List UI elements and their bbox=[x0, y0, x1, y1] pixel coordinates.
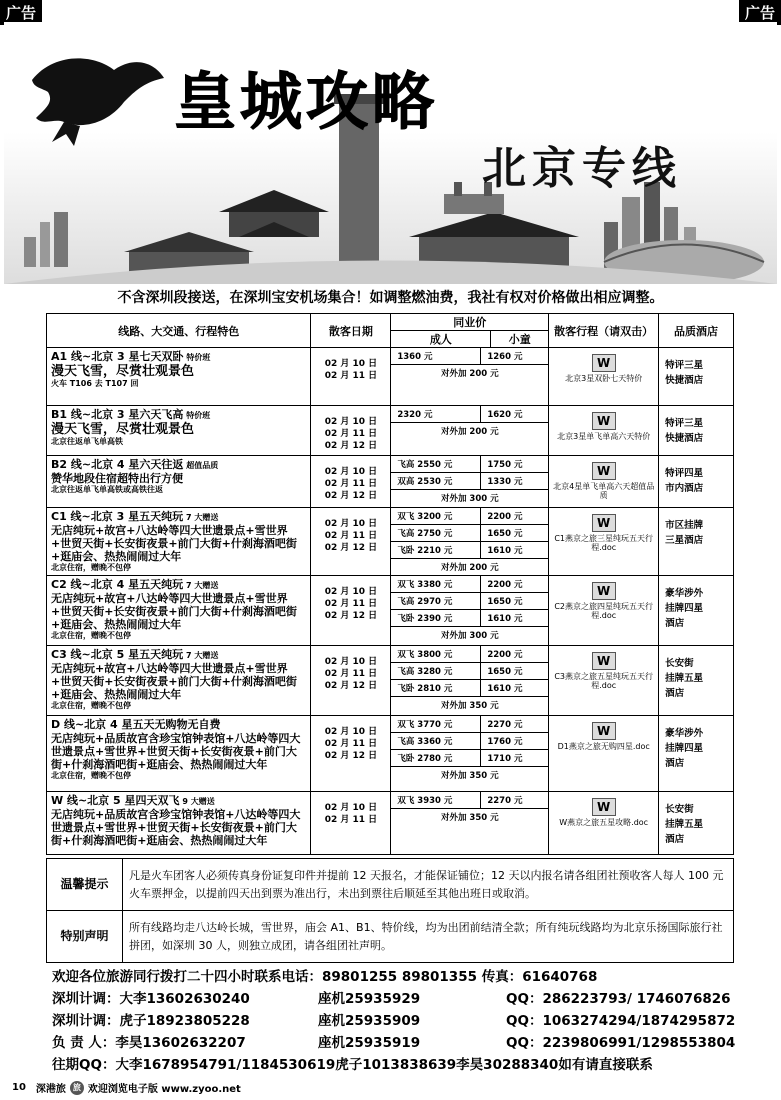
hotel-line: 酒店 bbox=[665, 618, 685, 630]
route-note: 北京往返单飞单高铁或高铁往返 bbox=[51, 484, 163, 494]
dates-cell bbox=[311, 348, 391, 406]
hotel-line: 豪华涉外 bbox=[665, 728, 704, 739]
retail-markup: 对外加 200 元 bbox=[440, 427, 499, 437]
price-row bbox=[391, 348, 548, 365]
adult-price: 双飞 3930 元 bbox=[391, 792, 481, 808]
date-item: 02 月 10 日 bbox=[324, 657, 378, 667]
date-item: 02 月 12 日 bbox=[324, 751, 378, 762]
header-route: 线路、大交通、行程特色 bbox=[47, 314, 311, 348]
contact-name: 深圳计调：虎子18923805228 bbox=[52, 1013, 250, 1029]
itinerary-filename[interactable]: 北京3星单飞单高六天特价 bbox=[557, 432, 651, 441]
route-note: 北京住宿，赠晚不包停 bbox=[51, 771, 131, 781]
adult-price: 飞高 3360 元 bbox=[391, 733, 481, 749]
word-doc-icon[interactable]: W bbox=[592, 514, 616, 532]
contact-qq-line: 往期QQ：大李1678954791/1184530619虎子1013838639李昊30288340如有请直接联系 bbox=[52, 1057, 653, 1073]
adult-price: 双飞 3770 元 bbox=[391, 716, 481, 732]
route-note: 北京往返单飞单高铁 bbox=[51, 437, 123, 447]
note-text: 凡是火车团客人必须传真身份证复印件并提前 12 天报名，才能保证铺位；12 天以内报名请各组团社预收客人每人 100 元火车票押金，以提前四天出到票为准出行，未出到票往后顺延至其他出班日或取消。 bbox=[123, 859, 734, 911]
route-name: C2 线~北京 4 星五天纯玩 bbox=[51, 578, 184, 591]
route-tag: 7 大赠送 bbox=[185, 513, 219, 522]
hotel-cell bbox=[659, 792, 734, 855]
route-body: 赞华地段住宿超特出行方便 bbox=[51, 471, 183, 485]
date-item: 02 月 10 日 bbox=[324, 417, 378, 427]
itinerary-file[interactable] bbox=[549, 348, 659, 406]
itinerary-filename[interactable]: D1燕京之旅无购四星.doc bbox=[557, 742, 650, 751]
child-price: 1650 元 bbox=[487, 667, 523, 677]
date-item: 02 月 11 日 bbox=[324, 371, 378, 382]
child-price: 1650 元 bbox=[487, 597, 523, 607]
word-doc-icon[interactable]: W bbox=[592, 412, 616, 430]
route-name: B2 线~北京 4 星六天往返 bbox=[51, 458, 184, 471]
route-cell bbox=[47, 792, 311, 855]
hotel-cell bbox=[659, 576, 734, 646]
contact-row bbox=[52, 988, 772, 1010]
price-cell bbox=[391, 406, 549, 456]
adult-price: 飞卧 2810 元 bbox=[391, 680, 481, 696]
retail-markup: 对外加 350 元 bbox=[440, 771, 499, 781]
hotel-line: 酒店 bbox=[665, 688, 685, 700]
child-price: 2270 元 bbox=[487, 796, 523, 806]
itinerary-file[interactable] bbox=[549, 406, 659, 456]
footer-brand: 深港旅 bbox=[35, 1084, 66, 1095]
route-body: 无店纯玩+故宫+八达岭等四大世遗景点+雪世界+世贸天街+长安街夜景+前门大街+什刹海酒吧街+逛庙会、热热闹闹过大年 bbox=[51, 661, 297, 702]
date-item: 02 月 11 日 bbox=[324, 599, 378, 610]
date-item: 02 月 10 日 bbox=[324, 467, 378, 477]
child-price: 1620 元 bbox=[487, 410, 523, 420]
word-doc-icon[interactable]: W bbox=[592, 354, 616, 372]
date-item: 02 月 11 日 bbox=[324, 669, 378, 680]
price-cell bbox=[391, 576, 549, 646]
table-row bbox=[47, 716, 734, 792]
route-body: 无店纯玩+故宫+八达岭等四大世遗景点+雪世界+世贸天街+长安街夜景+前门大街+什刹海酒吧街+逛庙会、热热闹闹过大年 bbox=[51, 591, 297, 632]
itinerary-filename[interactable]: 北京3星双卧七天特价 bbox=[565, 374, 643, 383]
route-tag: 特价班 bbox=[186, 353, 211, 362]
route-tag: 7 大赠送 bbox=[185, 581, 219, 590]
route-name: C1 线~北京 3 星五天纯玩 bbox=[51, 510, 184, 523]
itinerary-filename[interactable]: 北京4星单飞单高六天超值品质 bbox=[553, 482, 655, 501]
date-item: 02 月 10 日 bbox=[324, 519, 378, 529]
route-tag: 7 大赠送 bbox=[185, 651, 219, 660]
child-price: 2270 元 bbox=[487, 720, 523, 730]
date-item: 02 月 10 日 bbox=[324, 587, 378, 597]
itinerary-file[interactable] bbox=[549, 456, 659, 508]
retail-markup: 对外加 300 元 bbox=[440, 494, 499, 504]
ad-tag-left: 广告 bbox=[0, 0, 42, 25]
hotel-line: 挂牌五星 bbox=[665, 819, 704, 831]
hotel-line: 长安街 bbox=[665, 804, 694, 815]
notice: 不含深圳段接送，在深圳宝安机场集合！如调整燃油费，我社有权对价格做出相应调整。 bbox=[117, 290, 664, 306]
itinerary-filename[interactable]: C2燕京之旅四星纯玩五天行程.doc bbox=[554, 602, 654, 621]
header-itinerary: 散客行程（请双击） bbox=[549, 314, 659, 348]
banner-subtitle: 北京专线 bbox=[482, 143, 682, 194]
note-text: 所有线路均走八达岭长城，雪世界，庙会 A1、B1、特价线，均为出团前结清全款；所有纯玩线路均为北京乐扬国际旅行社拼团，如深圳 30 人，则独立成团，请各组团社声明。 bbox=[123, 911, 734, 963]
table-row bbox=[47, 508, 734, 576]
route-name: W 线~北京 5 星四天双飞 bbox=[51, 794, 180, 807]
word-doc-icon[interactable]: W bbox=[592, 722, 616, 740]
adult-price: 双飞 3800 元 bbox=[391, 646, 481, 662]
child-price: 1760 元 bbox=[487, 737, 523, 747]
route-name: D 线~北京 4 星五天无购物无自费 bbox=[51, 718, 221, 731]
price-row bbox=[391, 663, 548, 680]
date-item: 02 月 10 日 bbox=[324, 727, 378, 737]
dates-cell bbox=[311, 508, 391, 576]
price-cell bbox=[391, 456, 549, 508]
adult-price: 飞卧 2780 元 bbox=[391, 750, 481, 766]
adult-price: 双飞 3380 元 bbox=[391, 576, 481, 592]
price-table bbox=[46, 313, 734, 855]
banner-title: 皇城攻略 bbox=[174, 65, 439, 138]
hotel-line: 市区挂牌 bbox=[665, 520, 704, 531]
price-cell bbox=[391, 646, 549, 716]
route-note: 北京住宿，赠晚不包停 bbox=[51, 631, 131, 641]
dates-cell bbox=[311, 456, 391, 508]
dates-cell bbox=[311, 792, 391, 855]
hotel-cell bbox=[659, 348, 734, 406]
hotel-line: 特评三星 bbox=[665, 418, 704, 429]
retail-markup: 对外加 350 元 bbox=[440, 701, 499, 711]
word-doc-icon[interactable]: W bbox=[592, 798, 616, 816]
price-row bbox=[391, 610, 548, 627]
child-price: 1610 元 bbox=[487, 684, 523, 694]
route-cell bbox=[47, 456, 311, 508]
price-cell bbox=[391, 792, 549, 855]
hotel-cell bbox=[659, 646, 734, 716]
date-item: 02 月 12 日 bbox=[324, 611, 378, 622]
route-tag: 特价班 bbox=[186, 411, 211, 420]
adult-price: 1360 元 bbox=[391, 348, 481, 364]
hotel-line: 挂牌五星 bbox=[665, 673, 704, 685]
price-row bbox=[391, 525, 548, 542]
header-child: 小童 bbox=[491, 331, 549, 348]
word-doc-icon[interactable]: W bbox=[592, 652, 616, 670]
child-price: 1260 元 bbox=[487, 352, 523, 362]
price-row bbox=[391, 733, 548, 750]
ad-tag-right: 广告 bbox=[739, 0, 781, 25]
price-row bbox=[391, 593, 548, 610]
contact-phone: 座机25935929 bbox=[318, 991, 421, 1007]
route-body: 无店纯玩+品质故宫含珍宝馆钟表馆+八达岭等四大世遗景点+雪世界+世贸天街+长安街夜景+前门大街+什刹海酒吧街+逛庙会、热热闹闹过大年 bbox=[51, 807, 301, 848]
table-row bbox=[47, 576, 734, 646]
date-item: 02 月 10 日 bbox=[324, 803, 378, 813]
hotel-line: 三星酒店 bbox=[665, 535, 704, 547]
child-price: 2200 元 bbox=[487, 650, 523, 660]
hotel-line: 挂牌四星 bbox=[665, 603, 704, 615]
price-row bbox=[391, 680, 548, 697]
hotel-line: 快捷酒店 bbox=[665, 433, 704, 445]
contact-row bbox=[52, 1032, 772, 1054]
price-row bbox=[391, 792, 548, 809]
adult-price: 飞卧 2390 元 bbox=[391, 610, 481, 626]
route-name: C3 线~北京 5 星五天纯玩 bbox=[51, 648, 184, 661]
itinerary-file[interactable] bbox=[549, 646, 659, 716]
date-item: 02 月 12 日 bbox=[324, 543, 378, 554]
route-cell bbox=[47, 348, 311, 406]
table-row bbox=[47, 406, 734, 456]
route-note: 北京住宿，赠晚不包停 bbox=[51, 701, 131, 711]
itinerary-file[interactable] bbox=[549, 508, 659, 576]
date-item: 02 月 11 日 bbox=[324, 739, 378, 750]
contact-intro: 欢迎各位旅游同行拨打二十四小时联系电话：89801255 89801355 传真：61640768 bbox=[52, 969, 598, 985]
itinerary-file[interactable] bbox=[549, 576, 659, 646]
adult-price: 2320 元 bbox=[391, 406, 481, 422]
adult-price: 飞高 2550 元 bbox=[391, 456, 481, 472]
contact-qq: QQ：2239806991/1298553804 bbox=[506, 1035, 736, 1051]
child-price: 1750 元 bbox=[487, 460, 523, 470]
retail-markup: 对外加 300 元 bbox=[440, 631, 499, 641]
hotel-line: 豪华涉外 bbox=[665, 588, 704, 599]
itinerary-file[interactable] bbox=[549, 716, 659, 792]
retail-markup: 对外加 350 元 bbox=[440, 813, 499, 823]
route-tag: 超值品质 bbox=[186, 461, 219, 470]
retail-markup: 对外加 200 元 bbox=[440, 369, 499, 379]
date-item: 02 月 12 日 bbox=[324, 441, 378, 452]
child-price: 1610 元 bbox=[487, 614, 523, 624]
table-row bbox=[47, 792, 734, 855]
word-doc-icon[interactable]: W bbox=[592, 462, 616, 480]
contact-qq: QQ：286223793/ 1746076826 bbox=[506, 991, 731, 1007]
itinerary-filename[interactable]: W燕京之旅五星攻略.doc bbox=[559, 818, 649, 827]
route-cell bbox=[47, 716, 311, 792]
table-row bbox=[47, 456, 734, 508]
header-adult: 成人 bbox=[391, 331, 491, 348]
table-row bbox=[47, 646, 734, 716]
date-item: 02 月 11 日 bbox=[324, 531, 378, 542]
contact-phone: 座机25935919 bbox=[318, 1035, 421, 1051]
page-number: 10 bbox=[12, 1082, 26, 1093]
hotel-line: 特评四星 bbox=[665, 468, 704, 479]
adult-price: 飞卧 2210 元 bbox=[391, 542, 481, 558]
hotel-cell bbox=[659, 456, 734, 508]
price-row bbox=[391, 456, 548, 473]
header-hotel: 品质酒店 bbox=[659, 314, 734, 348]
itinerary-filename[interactable]: C3燕京之旅五星纯玩五天行程.doc bbox=[554, 672, 654, 691]
contact-name: 深圳计调：大李13602630240 bbox=[52, 991, 250, 1007]
adult-price: 飞高 2970 元 bbox=[391, 593, 481, 609]
route-note: 火车 T106 去 T107 回 bbox=[51, 379, 139, 389]
child-price: 1610 元 bbox=[487, 546, 523, 556]
price-row bbox=[391, 508, 548, 525]
adult-price: 双高 2530 元 bbox=[391, 473, 481, 489]
header-price-group: 同业价 bbox=[391, 314, 549, 331]
route-body: 无店纯玩+故宫+八达岭等四大世遗景点+雪世界+世贸天街+长安街夜景+前门大街+什刹海酒吧街+逛庙会、热热闹闹过大年 bbox=[51, 523, 297, 564]
hotel-line: 长安街 bbox=[665, 658, 694, 669]
note-label: 特别声明 bbox=[47, 911, 123, 963]
date-item: 02 月 11 日 bbox=[324, 815, 378, 826]
price-row bbox=[391, 576, 548, 593]
contacts bbox=[52, 966, 772, 1076]
route-cell bbox=[47, 646, 311, 716]
word-doc-icon[interactable]: W bbox=[592, 582, 616, 600]
header-dates: 散客日期 bbox=[311, 314, 391, 348]
table-row bbox=[47, 348, 734, 406]
child-price: 1710 元 bbox=[487, 754, 523, 764]
hotel-line: 快捷酒店 bbox=[665, 375, 704, 387]
date-item: 02 月 10 日 bbox=[324, 359, 378, 369]
child-price: 1330 元 bbox=[487, 477, 523, 487]
hotel-line: 挂牌四星 bbox=[665, 743, 704, 755]
contact-row bbox=[52, 1010, 772, 1032]
footer-text: 欢迎浏览电子版 www.zyoo.net bbox=[87, 1084, 241, 1095]
price-row bbox=[391, 750, 548, 767]
hotel-cell bbox=[659, 508, 734, 576]
adult-price: 飞高 3280 元 bbox=[391, 663, 481, 679]
note-label: 温馨提示 bbox=[47, 859, 123, 911]
price-cell bbox=[391, 508, 549, 576]
footer bbox=[0, 1080, 781, 1095]
hotel-cell bbox=[659, 406, 734, 456]
date-item: 02 月 11 日 bbox=[324, 479, 378, 490]
contact-qq: QQ：1063274294/1874295872 bbox=[506, 1013, 736, 1029]
child-price: 1650 元 bbox=[487, 529, 523, 539]
adult-price: 双飞 3200 元 bbox=[391, 508, 481, 524]
brand-logo-icon: 旅 bbox=[70, 1081, 84, 1095]
price-cell bbox=[391, 716, 549, 792]
dates-cell bbox=[311, 646, 391, 716]
route-highlight: 漫天飞雪，尽赏壮观景色 bbox=[51, 421, 195, 437]
date-item: 02 月 11 日 bbox=[324, 429, 378, 440]
route-highlight: 漫天飞雪，尽赏壮观景色 bbox=[51, 363, 195, 379]
hotel-cell bbox=[659, 716, 734, 792]
notes-table bbox=[46, 858, 734, 963]
price-row bbox=[391, 473, 548, 490]
hotel-line: 市内酒店 bbox=[665, 483, 704, 495]
dates-cell bbox=[311, 406, 391, 456]
hotel-line: 酒店 bbox=[665, 758, 685, 770]
price-row bbox=[391, 716, 548, 733]
route-name: A1 线~北京 3 星七天双卧 bbox=[51, 350, 184, 363]
child-price: 2200 元 bbox=[487, 580, 523, 590]
dates-cell bbox=[311, 576, 391, 646]
route-name: B1 线~北京 3 星六天飞高 bbox=[51, 408, 184, 421]
dates-cell bbox=[311, 716, 391, 792]
route-note: 北京住宿，赠晚不包停 bbox=[51, 563, 131, 573]
hotel-line: 特评三星 bbox=[665, 360, 704, 371]
price-row bbox=[391, 406, 548, 423]
route-cell bbox=[47, 406, 311, 456]
hotel-line: 酒店 bbox=[665, 834, 685, 846]
contact-name: 负 责 人：李昊13602632207 bbox=[52, 1035, 246, 1051]
date-item: 02 月 12 日 bbox=[324, 491, 378, 502]
retail-markup: 对外加 200 元 bbox=[440, 563, 499, 573]
child-price: 2200 元 bbox=[487, 512, 523, 522]
price-row bbox=[391, 646, 548, 663]
price-cell bbox=[391, 348, 549, 406]
route-cell bbox=[47, 508, 311, 576]
itinerary-file[interactable] bbox=[549, 792, 659, 855]
date-item: 02 月 12 日 bbox=[324, 681, 378, 692]
price-row bbox=[391, 542, 548, 559]
adult-price: 飞高 2750 元 bbox=[391, 525, 481, 541]
route-cell bbox=[47, 576, 311, 646]
itinerary-filename[interactable]: C1燕京之旅三星纯玩五天行程.doc bbox=[554, 534, 654, 553]
banner bbox=[4, 22, 777, 284]
route-body: 无店纯玩+品质故宫含珍宝馆钟表馆+八达岭等四大世遗景点+雪世界+世贸天街+长安街夜景+前门大街+什刹海酒吧街+逛庙会、热热闹闹过大年 bbox=[51, 731, 301, 772]
contact-phone: 座机25935909 bbox=[318, 1013, 421, 1029]
route-tag: 9 大赠送 bbox=[182, 797, 215, 806]
